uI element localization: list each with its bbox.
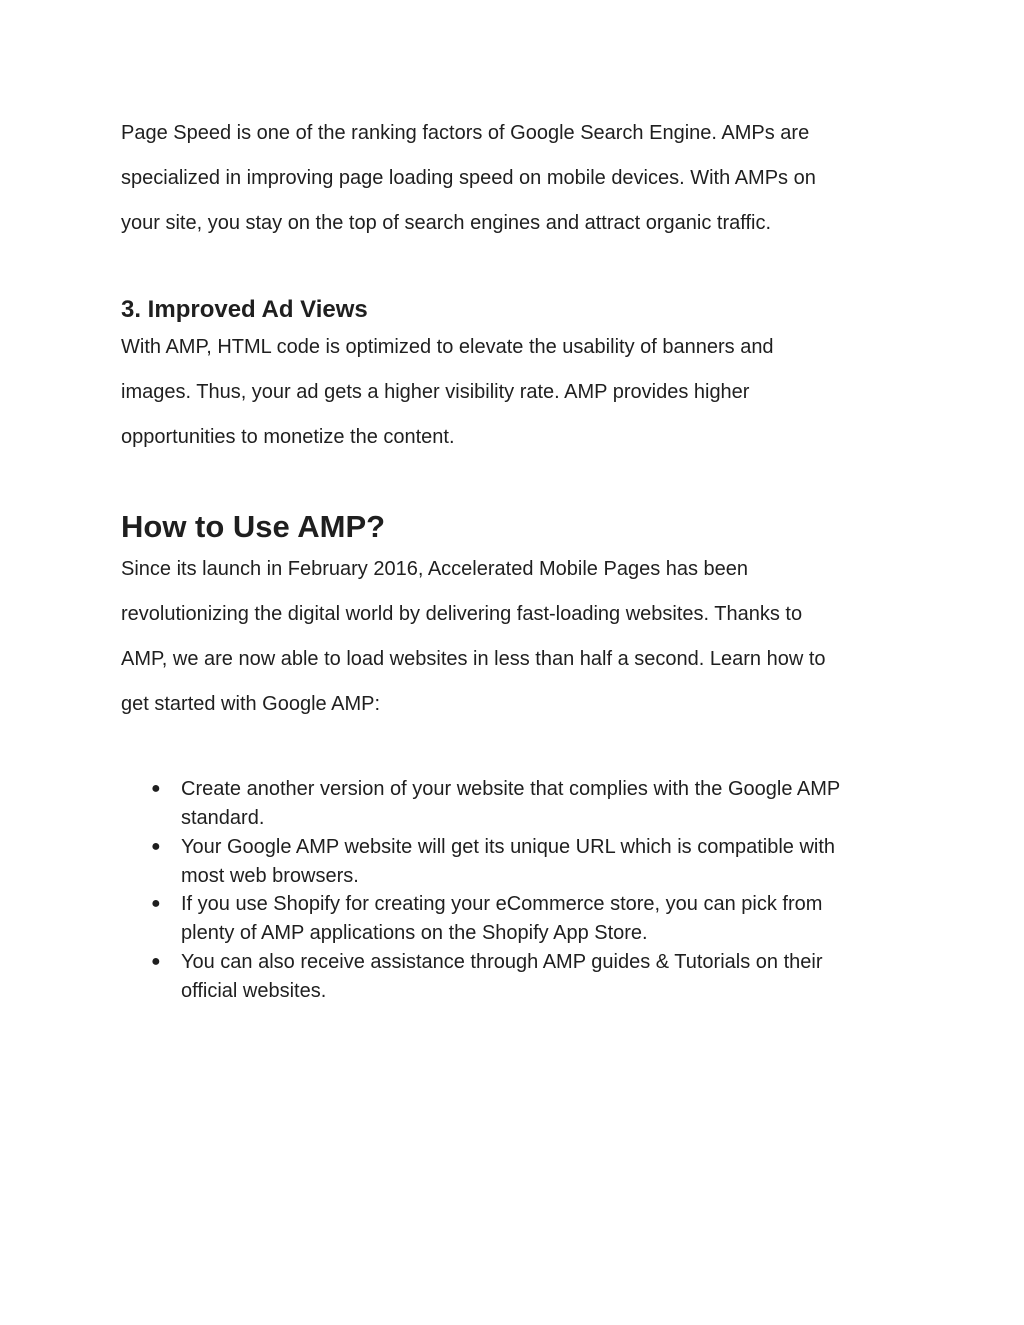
how-to-heading: How to Use AMP? <box>121 509 386 544</box>
list-item-line-2: official websites. <box>181 980 327 1002</box>
section-3-line-3: opportunities to monetize the content. <box>121 426 455 448</box>
bullet-icon: ● <box>151 780 161 797</box>
how-to-line-2: revolutionizing the digital world by delivering fast-loading websites. Thanks to <box>121 603 803 625</box>
bullet-icon: ● <box>151 895 161 912</box>
intro-line-2: specialized in improving page loading speed on mobile devices. With AMPs on <box>121 167 816 189</box>
how-to-line-4: get started with Google AMP: <box>121 693 381 715</box>
list-item-line-2: most web browsers. <box>181 865 359 887</box>
how-to-line-1: Since its launch in February 2016, Accelerated Mobile Pages has been <box>121 558 749 580</box>
list-item-line-1: You can also receive assistance through AMP guides & Tutorials on their <box>181 951 823 973</box>
bullet-icon: ● <box>151 953 161 970</box>
bullet-icon: ● <box>151 838 161 855</box>
list-item-line-1: If you use Shopify for creating your eCommerce store, you can pick from <box>181 893 823 915</box>
list-item-line-2: plenty of AMP applications on the Shopify App Store. <box>181 922 648 944</box>
section-3-heading: 3. Improved Ad Views <box>121 296 368 323</box>
list-item-line-1: Create another version of your website that complies with the Google AMP <box>181 778 841 800</box>
intro-line-3: your site, you stay on the top of search engines and attract organic traffic. <box>121 212 771 234</box>
list-item-line-2: standard. <box>181 807 265 829</box>
intro-line-1: Page Speed is one of the ranking factors of Google Search Engine. AMPs are <box>121 122 810 144</box>
how-to-line-3: AMP, we are now able to load websites in less than half a second. Learn how to <box>121 648 826 670</box>
section-3-line-1: With AMP, HTML code is optimized to elevate the usability of banners and <box>121 336 774 358</box>
section-3-line-2: images. Thus, your ad gets a higher visibility rate. AMP provides higher <box>121 381 750 403</box>
list-item-line-1: Your Google AMP website will get its unique URL which is compatible with <box>181 836 836 858</box>
